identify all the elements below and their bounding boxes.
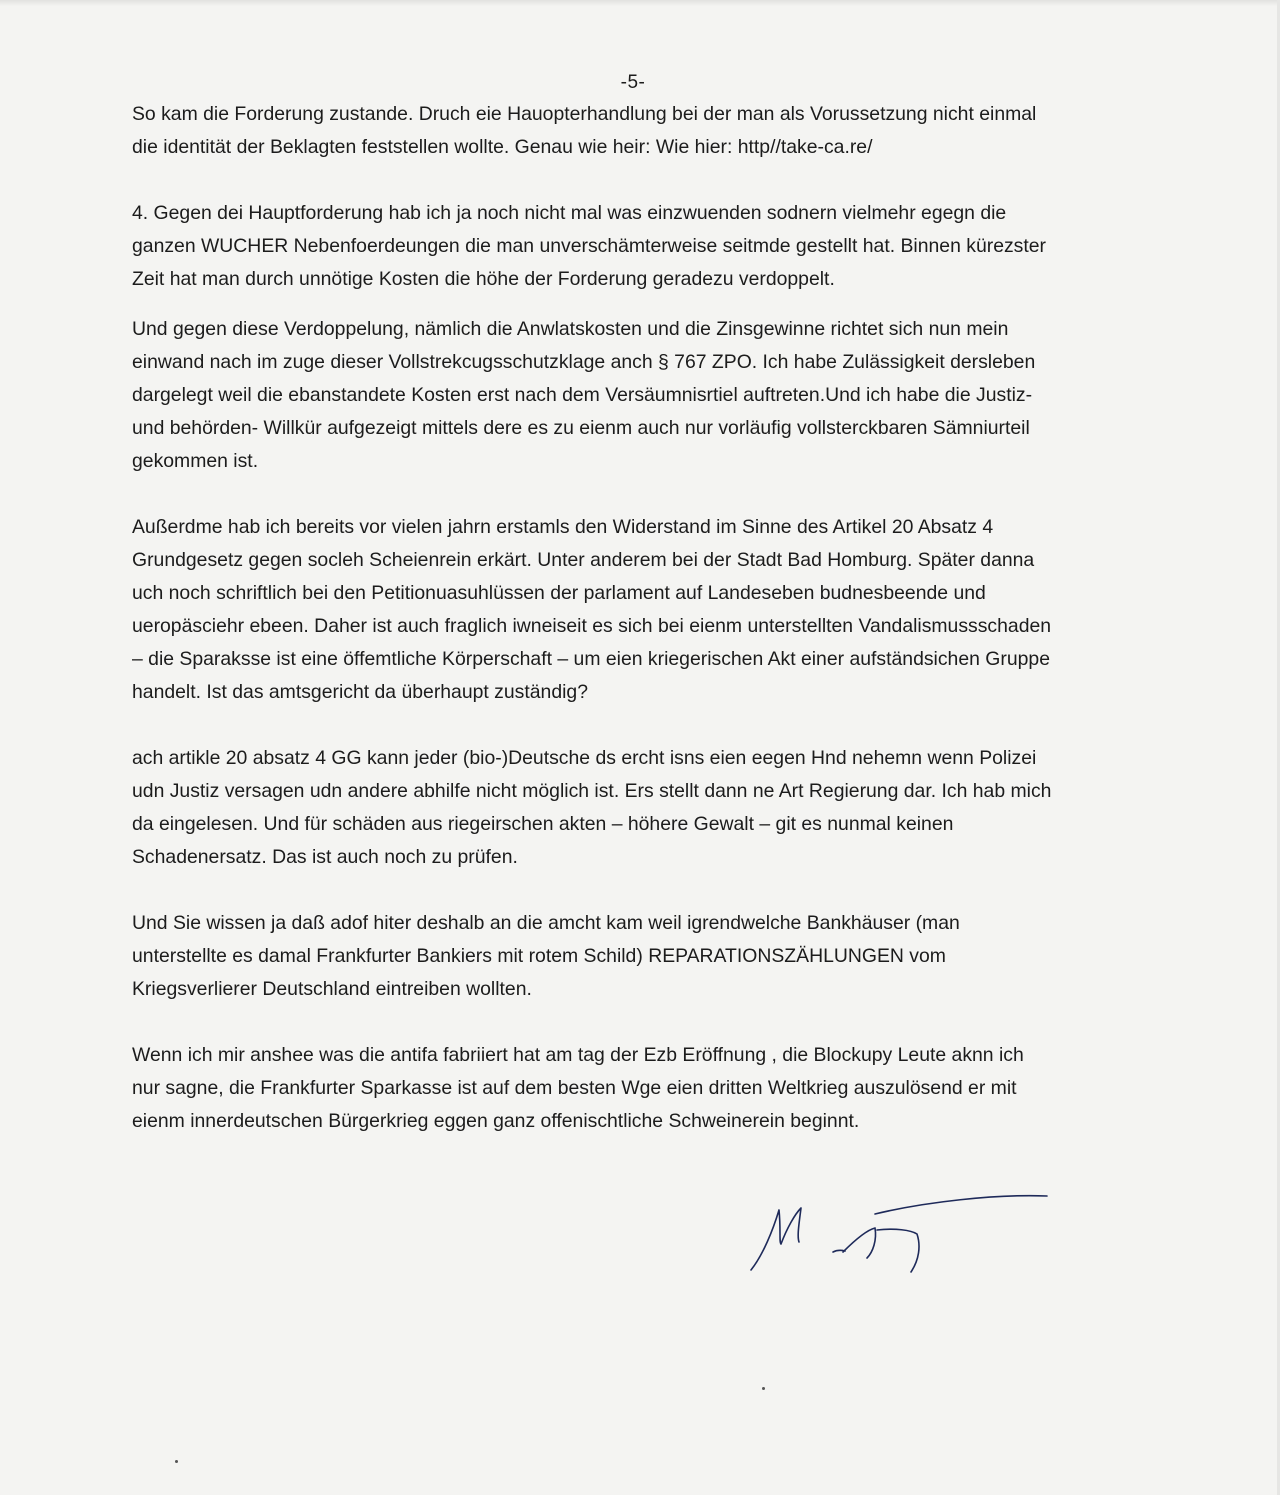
paragraph-3 <box>132 313 1144 478</box>
text-line: Und Sie wissen ja daß adof hiter deshalb an die amcht kam weil igrendwelche Bankhäuser (man <box>132 912 960 934</box>
page-number: -5- <box>620 72 646 93</box>
text-line: ach artikle 20 absatz 4 GG kann jeder (bio-)Deutsche ds ercht isns eien eegen Hnd nehemn wenn Polizei <box>132 747 1037 769</box>
signature-icon <box>745 1180 1065 1290</box>
document-body <box>132 98 1144 1138</box>
paragraph-7 <box>132 1039 1144 1138</box>
text-line: Grundgesetz gegen socleh Scheienrein erkärt. Unter anderem bei der Stadt Bad Homburg. Später danna <box>132 549 1035 571</box>
paragraph-5 <box>132 742 1144 874</box>
paragraph-2 <box>132 197 1144 296</box>
text-line: nur sagne, die Frankfurter Sparkasse ist auf dem besten Wge eien dritten Weltkrieg auszulösend er mit <box>132 1077 1017 1099</box>
text-line: und behörden- Willkür aufgezeigt mittels dere es zu eienm auch nur vorläufig vollsterckbaren Sämniurteil <box>132 417 1030 439</box>
text-line: handelt. Ist das amtsgericht da überhaupt zuständig? <box>132 681 588 703</box>
text-line: einwand nach im zuge dieser Vollstrekcugsschutzklage anch § 767 ZPO. Ich habe Zulässigkeit dersleben <box>132 351 1036 373</box>
text-line: – die Sparaksse ist eine öffemtliche Körperschaft – um eien kriegerischen Akt einer aufständsichen Gruppe <box>132 648 1050 670</box>
text-line: dargelegt weil die ebanstandete Kosten erst nach dem Versäumnisrtiel auftreten.Und ich habe die Justiz- <box>132 384 1033 406</box>
text-line: gekommen ist. <box>132 450 259 472</box>
text-line: die identität der Beklagten feststellen wollte. Genau wie heir: Wie hier: http//take-ca.re/ <box>132 136 873 158</box>
paragraph-4 <box>132 511 1144 709</box>
text-line: ganzen WUCHER Nebenfoerdeungen die man unverschämterweise seitmde gestellt hat. Binnen kürezster <box>132 235 1046 257</box>
text-line: Und gegen diese Verdoppelung, nämlich die Anwlatskosten und die Zinsgewinne richtet sich nun mein <box>132 318 1009 340</box>
text-line: Wenn ich mir anshee was die antifa fabriiert hat am tag der Ezb Eröffnung , die Blockupy Leute aknn ich <box>132 1044 1024 1066</box>
scan-top-edge <box>0 0 1280 6</box>
text-line: Kriegsverlierer Deutschland eintreiben wollten. <box>132 978 532 1000</box>
scan-speck <box>762 1387 765 1390</box>
text-line: ueropäsciehr ebeen. Daher ist auch fraglich iwneiseit es sich bei eienm unterstellten Vandalismussschaden <box>132 615 1052 637</box>
text-line: Schadenersatz. Das ist auch noch zu prüfen. <box>132 846 518 868</box>
text-line: 4. Gegen dei Hauptforderung hab ich ja noch nicht mal was einzwuenden sodnern vielmehr egegn die <box>132 202 1007 224</box>
text-line: unterstellte es damal Frankfurter Bankiers mit rotem Schild) REPARATIONSZÄHLUNGEN vom <box>132 945 946 967</box>
text-line: So kam die Forderung zustande. Druch eie Hauopterhandlung bei der man als Vorussetzung nicht einmal <box>132 103 1037 125</box>
text-line: da eingelesen. Und für schäden aus riegeirschen akten – höhere Gewalt – git es nunmal keinen <box>132 813 954 835</box>
paragraph-1 <box>132 98 1144 164</box>
text-line: Zeit hat man durch unnötige Kosten die höhe der Forderung geradezu verdoppelt. <box>132 268 835 290</box>
text-line: udn Justiz versagen udn andere abhilfe nicht möglich ist. Ers stellt dann ne Art Regierung dar. Ich hab mich <box>132 780 1052 802</box>
paragraph-6 <box>132 907 1144 1006</box>
text-line: eienm innerdeutschen Bürgerkrieg eggen ganz offenischtliche Schweinerein beginnt. <box>132 1110 860 1132</box>
scan-speck <box>175 1460 178 1463</box>
text-line: Außerdme hab ich bereits vor vielen jahrn erstamls den Widerstand im Sinne des Artikel 20 Absatz 4 <box>132 516 994 538</box>
text-line: uch noch schriftlich bei den Petitionuasuhlüssen der parlament auf Landeseben budnesbeende und <box>132 582 986 604</box>
